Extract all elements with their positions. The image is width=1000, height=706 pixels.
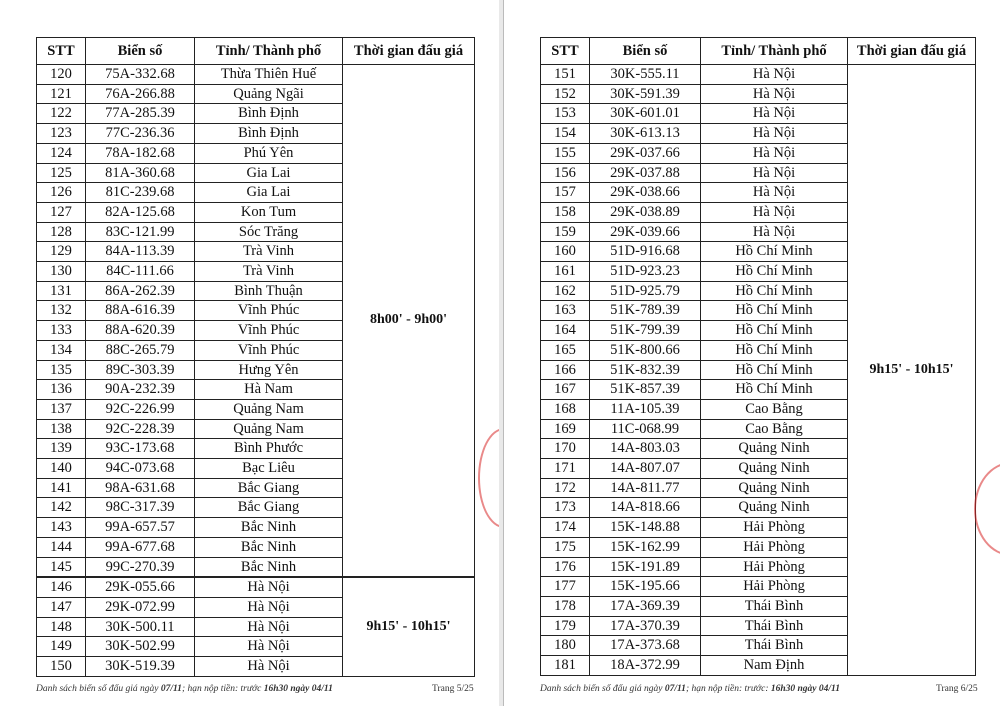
row-province: Hà Nội [701,202,848,222]
row-stt: 137 [37,399,86,419]
row-province: Bình Định [195,124,343,144]
row-province: Hồ Chí Minh [701,301,848,321]
row-plate: 77C-236.36 [86,124,195,144]
row-stt: 129 [37,242,86,262]
row-province: Quảng Ngãi [195,84,343,104]
row-stt: 121 [37,84,86,104]
left-page-number: Trang 5/25 [432,684,474,694]
row-stt: 172 [541,478,590,498]
row-province: Cao Bằng [701,419,848,439]
row-province: Bắc Ninh [195,557,343,577]
header-plate: Biển số [86,38,195,65]
row-plate: 92C-228.39 [86,419,195,439]
row-plate: 94C-073.68 [86,459,195,479]
row-stt: 124 [37,143,86,163]
row-plate: 11A-105.39 [590,399,701,419]
row-stt: 131 [37,281,86,301]
row-stt: 160 [541,242,590,262]
row-province: Hà Nội [195,657,343,677]
row-stt: 169 [541,419,590,439]
right-document-page [503,0,1000,706]
row-province: Hà Nội [701,163,848,183]
row-province: Bắc Giang [195,498,343,518]
row-province: Hải Phòng [701,518,848,538]
row-province: Hà Nội [701,183,848,203]
row-plate: 78A-182.68 [86,143,195,163]
left-table-body [37,65,475,677]
row-plate: 29K-038.89 [590,202,701,222]
row-province: Hà Nội [701,143,848,163]
row-stt: 144 [37,537,86,557]
row-province: Cao Bằng [701,399,848,419]
row-stt: 175 [541,537,590,557]
auction-time-cell: 9h15' - 10h15' [343,577,475,676]
row-plate: 30K-519.39 [86,657,195,677]
row-province: Hà Nội [195,617,343,637]
row-plate: 29K-039.66 [590,222,701,242]
row-plate: 88C-265.79 [86,340,195,360]
row-plate: 88A-620.39 [86,321,195,341]
row-stt: 147 [37,597,86,617]
row-plate: 30K-613.13 [590,124,701,144]
row-stt: 149 [37,637,86,657]
row-plate: 51D-916.68 [590,242,701,262]
row-province: Hà Nội [701,65,848,85]
row-plate: 15K-191.89 [590,557,701,577]
row-province: Thái Bình [701,616,848,636]
row-province: Quảng Ninh [701,498,848,518]
row-stt: 148 [37,617,86,637]
row-plate: 75A-332.68 [86,65,195,85]
row-stt: 158 [541,202,590,222]
row-stt: 126 [37,183,86,203]
row-stt: 140 [37,459,86,479]
row-stt: 178 [541,596,590,616]
red-stamp-edge-right [974,462,1000,556]
row-stt: 173 [541,498,590,518]
row-stt: 138 [37,419,86,439]
row-stt: 123 [37,124,86,144]
row-stt: 176 [541,557,590,577]
row-stt: 161 [541,262,590,282]
row-province: Hưng Yên [195,360,343,380]
row-plate: 93C-173.68 [86,439,195,459]
row-stt: 181 [541,656,590,676]
row-plate: 77A-285.39 [86,104,195,124]
table-row [37,65,475,85]
row-province: Trà Vinh [195,242,343,262]
table-header-row [37,38,475,65]
header-province: Tỉnh/ Thành phố [701,38,848,65]
row-plate: 81A-360.68 [86,163,195,183]
row-province: Hồ Chí Minh [701,340,848,360]
row-plate: 76A-266.88 [86,84,195,104]
row-plate: 99A-677.68 [86,537,195,557]
row-plate: 98C-317.39 [86,498,195,518]
row-province: Kon Tum [195,202,343,222]
row-plate: 18A-372.99 [590,656,701,676]
row-stt: 180 [541,636,590,656]
row-stt: 157 [541,183,590,203]
row-stt: 135 [37,360,86,380]
row-plate: 14A-811.77 [590,478,701,498]
right-table-body [541,65,976,676]
row-stt: 170 [541,439,590,459]
row-stt: 171 [541,459,590,479]
row-plate: 99C-270.39 [86,557,195,577]
row-province: Quảng Ninh [701,478,848,498]
row-province: Bình Thuận [195,281,343,301]
row-stt: 136 [37,380,86,400]
header-province: Tỉnh/ Thành phố [195,38,343,65]
row-plate: 51D-925.79 [590,281,701,301]
left-footer-note: Danh sách biển số đấu giá ngày 07/11; hạn nộp tiền: trước 16h30 ngày 04/11 [36,684,333,694]
row-stt: 141 [37,478,86,498]
row-stt: 139 [37,439,86,459]
row-province: Hồ Chí Minh [701,380,848,400]
row-province: Hà Nội [701,124,848,144]
row-stt: 162 [541,281,590,301]
row-plate: 98A-631.68 [86,478,195,498]
row-stt: 167 [541,380,590,400]
row-plate: 29K-037.88 [590,163,701,183]
row-province: Hải Phòng [701,537,848,557]
row-plate: 30K-555.11 [590,65,701,85]
table-header-row [541,38,976,65]
row-province: Trà Vinh [195,262,343,282]
row-province: Bình Phước [195,439,343,459]
row-plate: 51D-923.23 [590,262,701,282]
row-stt: 145 [37,557,86,577]
row-province: Bắc Ninh [195,537,343,557]
row-stt: 132 [37,301,86,321]
row-plate: 51K-857.39 [590,380,701,400]
row-province: Sóc Trăng [195,222,343,242]
row-province: Quảng Ninh [701,439,848,459]
row-plate: 51K-799.39 [590,321,701,341]
row-plate: 15K-162.99 [590,537,701,557]
row-plate: 89C-303.39 [86,360,195,380]
header-stt: STT [37,38,86,65]
row-stt: 152 [541,84,590,104]
row-province: Bắc Ninh [195,518,343,538]
row-province: Gia Lai [195,183,343,203]
row-province: Nam Định [701,656,848,676]
row-plate: 17A-373.68 [590,636,701,656]
row-province: Thái Bình [701,596,848,616]
row-province: Quảng Nam [195,419,343,439]
row-stt: 122 [37,104,86,124]
row-stt: 166 [541,360,590,380]
row-stt: 133 [37,321,86,341]
header-auction-time: Thời gian đấu giá [343,38,475,65]
row-stt: 151 [541,65,590,85]
row-plate: 15K-195.66 [590,577,701,597]
row-province: Bình Định [195,104,343,124]
row-stt: 168 [541,399,590,419]
row-stt: 156 [541,163,590,183]
row-plate: 11C-068.99 [590,419,701,439]
row-plate: 29K-072.99 [86,597,195,617]
row-plate: 29K-037.66 [590,143,701,163]
row-plate: 29K-038.66 [590,183,701,203]
row-plate: 99A-657.57 [86,518,195,538]
row-province: Thừa Thiên Huế [195,65,343,85]
row-plate: 92C-226.99 [86,399,195,419]
row-stt: 150 [37,657,86,677]
row-stt: 174 [541,518,590,538]
row-plate: 15K-148.88 [590,518,701,538]
row-province: Hà Nội [701,84,848,104]
row-stt: 165 [541,340,590,360]
row-stt: 125 [37,163,86,183]
row-province: Hà Nội [195,577,343,597]
right-auction-table [540,37,976,676]
auction-time-cell: 8h00' - 9h00' [343,65,475,578]
row-plate: 84A-113.39 [86,242,195,262]
row-stt: 142 [37,498,86,518]
row-plate: 82A-125.68 [86,202,195,222]
row-stt: 153 [541,104,590,124]
row-province: Hải Phòng [701,557,848,577]
row-plate: 17A-369.39 [590,596,701,616]
row-stt: 179 [541,616,590,636]
row-stt: 130 [37,262,86,282]
row-stt: 143 [37,518,86,538]
row-plate: 51K-800.66 [590,340,701,360]
row-province: Hồ Chí Minh [701,360,848,380]
row-plate: 30K-502.99 [86,637,195,657]
row-stt: 120 [37,65,86,85]
row-stt: 164 [541,321,590,341]
row-stt: 128 [37,222,86,242]
row-stt: 177 [541,577,590,597]
row-plate: 84C-111.66 [86,262,195,282]
row-stt: 155 [541,143,590,163]
row-stt: 127 [37,202,86,222]
row-province: Vĩnh Phúc [195,340,343,360]
table-row [37,577,475,597]
row-province: Hà Nam [195,380,343,400]
row-plate: 88A-616.39 [86,301,195,321]
row-plate: 30K-591.39 [590,84,701,104]
row-plate: 90A-232.39 [86,380,195,400]
row-stt: 163 [541,301,590,321]
row-plate: 51K-832.39 [590,360,701,380]
row-stt: 146 [37,577,86,597]
row-plate: 29K-055.66 [86,577,195,597]
row-stt: 154 [541,124,590,144]
row-province: Quảng Nam [195,399,343,419]
auction-time-cell: 9h15' - 10h15' [848,65,976,676]
row-plate: 30K-601.01 [590,104,701,124]
row-plate: 81C-239.68 [86,183,195,203]
row-plate: 14A-818.66 [590,498,701,518]
row-province: Hồ Chí Minh [701,281,848,301]
row-plate: 14A-807.07 [590,459,701,479]
row-province: Bạc Liêu [195,459,343,479]
header-plate: Biển số [590,38,701,65]
row-province: Hải Phòng [701,577,848,597]
row-province: Thái Bình [701,636,848,656]
row-province: Phú Yên [195,143,343,163]
row-province: Hà Nội [701,222,848,242]
row-province: Hà Nội [195,637,343,657]
row-plate: 14A-803.03 [590,439,701,459]
row-province: Hà Nội [195,597,343,617]
row-stt: 159 [541,222,590,242]
row-plate: 30K-500.11 [86,617,195,637]
row-stt: 134 [37,340,86,360]
left-auction-table [36,37,475,677]
row-province: Bắc Giang [195,478,343,498]
row-province: Vĩnh Phúc [195,301,343,321]
right-footer-note: Danh sách biển số đấu giá ngày 07/11; hạn nộp tiền: trước: 16h30 ngày 04/11 [540,684,841,694]
row-plate: 51K-789.39 [590,301,701,321]
header-auction-time: Thời gian đấu giá [848,38,976,65]
table-row [541,65,976,85]
row-province: Hồ Chí Minh [701,242,848,262]
row-province: Hồ Chí Minh [701,262,848,282]
row-plate: 83C-121.99 [86,222,195,242]
row-province: Vĩnh Phúc [195,321,343,341]
header-stt: STT [541,38,590,65]
row-province: Hồ Chí Minh [701,321,848,341]
row-plate: 86A-262.39 [86,281,195,301]
right-page-number: Trang 6/25 [936,684,978,694]
row-province: Hà Nội [701,104,848,124]
row-province: Gia Lai [195,163,343,183]
row-plate: 17A-370.39 [590,616,701,636]
row-province: Quảng Ninh [701,459,848,479]
